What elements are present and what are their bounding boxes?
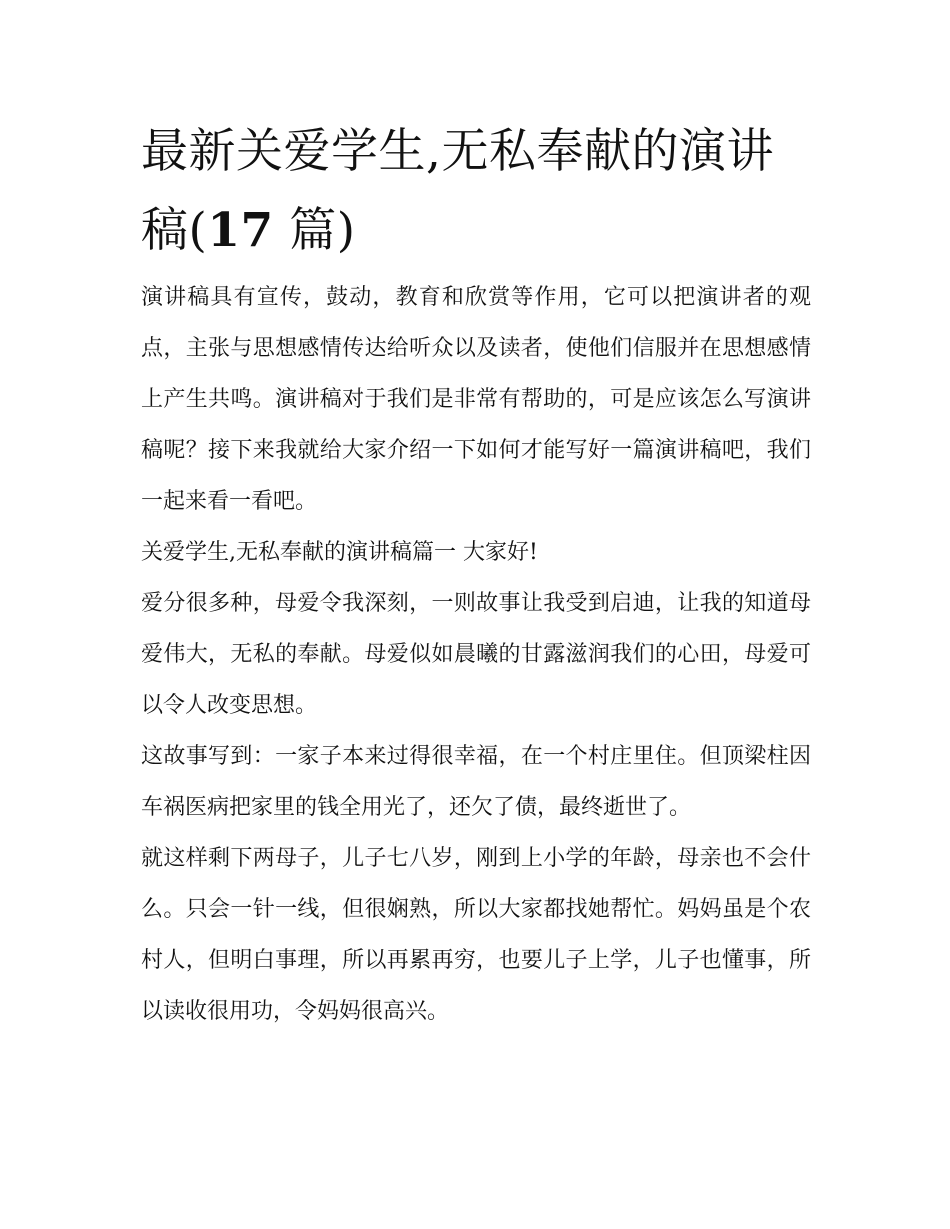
title-text-part2: 篇) <box>273 203 356 258</box>
title-number: 17 <box>207 203 274 258</box>
document-title <box>141 112 811 270</box>
body-paragraph: 这故事写到：一家子本来过得很幸福，在一个村庄里住。但顶梁柱因车祸医病把家里的钱全用光了，还欠了债，最终逝世了。 <box>141 744 811 820</box>
document-page <box>141 112 811 1037</box>
section-heading: 关爱学生,无私奉献的演讲稿篇一 大家好! <box>141 540 538 565</box>
body-paragraph: 就这样剩下两母子，儿子七八岁，刚到上小学的年龄，母亲也不会什么。只会一针一线，但很娴熟，所以大家都找她帮忙。妈妈虽是个农村人，但明白事理，所以再累再穷，也要儿子上学，儿子也懂事，所以读收很用功，令妈妈很高兴。 <box>141 846 811 1024</box>
body-paragraph: 爱分很多种，母爱令我深刻，一则故事让我受到启迪，让我的知道母爱伟大，无私的奉献。母爱似如晨曦的甘露滋润我们的心田，母爱可以令人改变思想。 <box>141 591 811 718</box>
title-text-part1: 最新关爱学生,无私奉献的演讲稿( <box>141 124 774 258</box>
intro-paragraph: 演讲稿具有宣传，鼓动，教育和欣赏等作用，它可以把演讲者的观点，主张与思想感情传达给听众以及读者，使他们信服并在思想感情上产生共鸣。演讲稿对于我们是非常有帮助的，可是应该怎么写演讲稿呢？接下来我就给大家介绍一下如何才能写好一篇演讲稿吧，我们一起来看一看吧。 <box>141 285 811 514</box>
